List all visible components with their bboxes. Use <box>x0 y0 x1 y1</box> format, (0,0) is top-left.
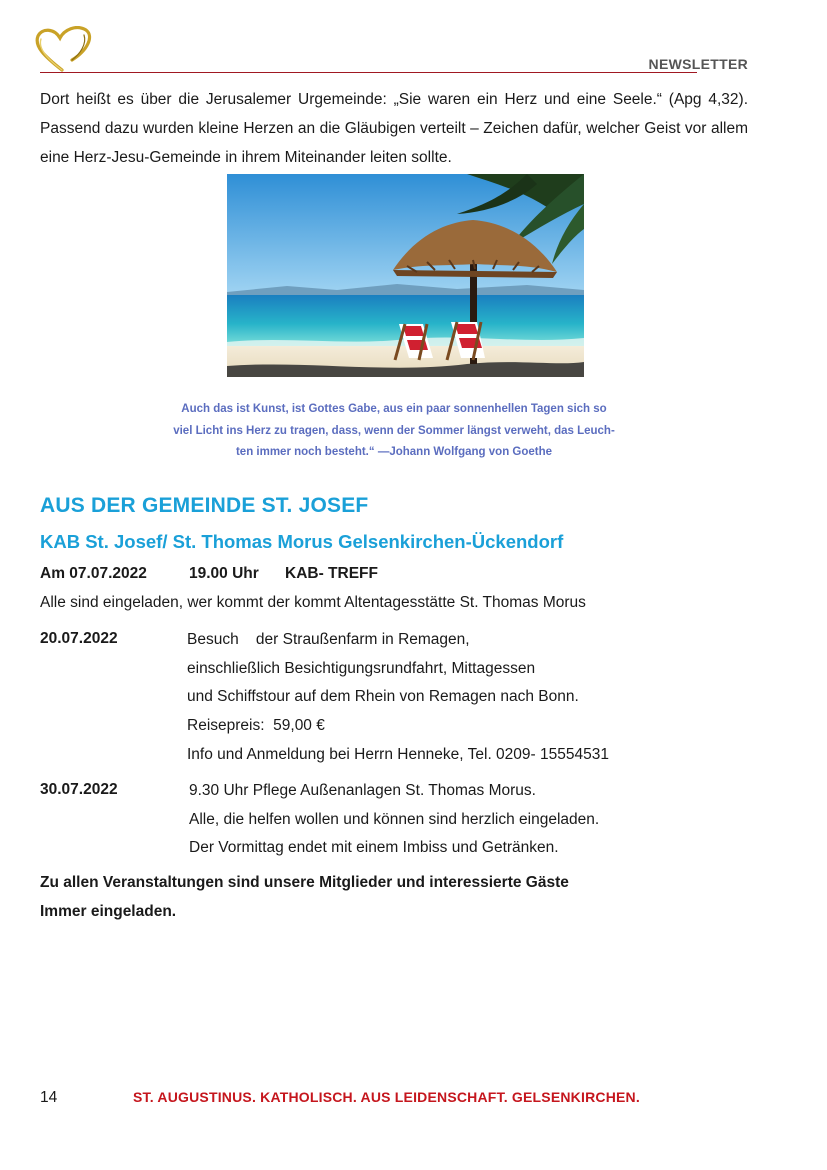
event-detail-line: Der Vormittag endet mit einem Imbiss und Getränken. <box>189 839 559 857</box>
header-divider <box>40 72 697 73</box>
event-detail-line: einschließlich Besichtigungsrundfahrt, Mittagessen <box>187 659 536 677</box>
event-date: 20.07.2022 <box>40 630 118 647</box>
treff-note: Alle sind eingeladen, wer kommt der kommt Altentagesstätte St. Thomas Morus <box>40 594 586 611</box>
quote-line: ten immer noch besteht.“ —Johann Wolfgang von Goethe <box>235 446 553 458</box>
event-details <box>187 630 609 773</box>
heart-logo-icon <box>32 26 92 74</box>
section-title: AUS DER GEMEINDE ST. JOSEF <box>40 494 369 517</box>
event-detail-line: Reisepreis: 59,00 € <box>187 717 325 735</box>
header-label: NEWSLETTER <box>648 56 748 72</box>
closing-line: Immer eingeladen. <box>40 903 177 920</box>
event-detail-line: Besuch der Straußenfarm in Remagen, <box>187 631 470 648</box>
treff-date: Am 07.07.2022 <box>40 565 147 582</box>
closing-statement <box>40 868 569 926</box>
subsection-title: KAB St. Josef/ St. Thomas Morus Gelsenkirchen-Ückendorf <box>40 531 564 552</box>
quote-line: viel Licht ins Herz zu tragen, dass, wenn der Sommer längst verweht, das Leuch- <box>173 424 615 437</box>
event-detail-line: Alle, die helfen wollen und können sind herzlich eingeladen. <box>189 810 600 828</box>
quote-line: Auch das ist Kunst, ist Gottes Gabe, aus ein paar sonnenhellen Tagen sich so <box>181 403 607 415</box>
event-date: 30.07.2022 <box>40 781 118 798</box>
event-detail-line: 9.30 Uhr Pflege Außenanlagen St. Thomas Morus. <box>189 782 536 799</box>
intro-line: 4,32). Passend dazu wurden kleine Herzen an die Gläubigen verteilt – Zeichen dafür, welcher <box>40 91 748 137</box>
event-details <box>189 781 599 867</box>
treff-title: KAB- TREFF <box>285 565 378 582</box>
event-detail-line: und Schiffstour auf dem Rhein von Remagen nach Bonn. <box>187 688 579 706</box>
beach-umbrella-photo <box>227 174 584 377</box>
page-number: 14 <box>40 1089 58 1106</box>
treff-time: 19.00 Uhr <box>189 565 259 582</box>
intro-line: Dort heißt es über die Jerusalemer Urgemeinde: „Sie waren ein Herz und eine Seele.“ (Apg <box>40 91 702 108</box>
intro-line: Geist vor allem eine Herz-Jesu-Gemeinde in ihrem Miteinander leiten sollte. <box>40 120 748 166</box>
event-detail-line: Info und Anmeldung bei Herrn Henneke, Tel. 0209- 15554531 <box>187 745 609 763</box>
closing-line: Zu allen Veranstaltungen sind unsere Mitglieder und interessierte Gäste <box>40 874 569 891</box>
footer-slogan: ST. AUGUSTINUS. KATHOLISCH. AUS LEIDENSCHAFT. GELSENKIRCHEN. <box>133 1089 640 1105</box>
photo-caption-quote <box>140 399 648 464</box>
intro-paragraph <box>40 85 748 172</box>
